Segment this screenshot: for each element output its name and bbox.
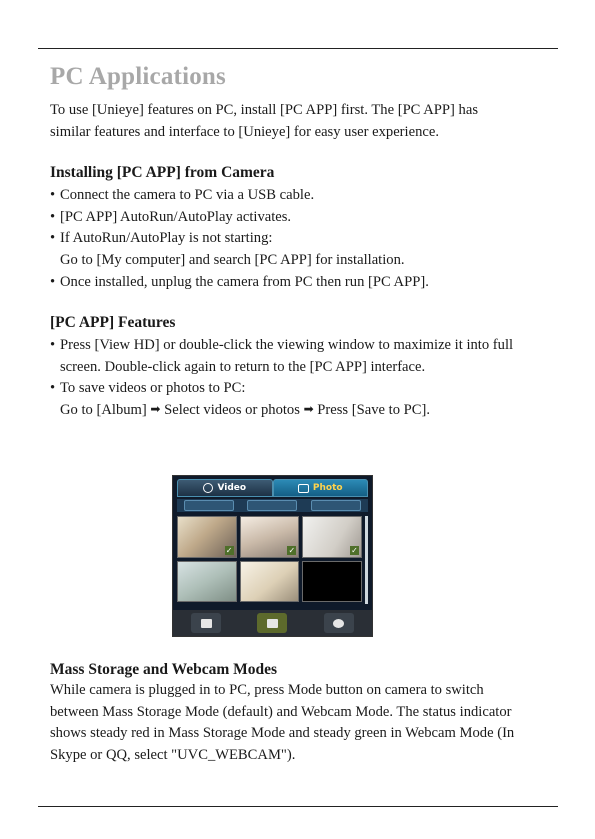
modes-heading: Mass Storage and Webcam Modes <box>50 661 278 678</box>
scrollbar <box>365 516 368 604</box>
top-rule <box>38 48 558 49</box>
view-icon <box>201 619 212 628</box>
empty-thumbnail <box>302 561 362 603</box>
list-item: • Press [View HD] or double-click the viewing window to maximize it into full screen. Double-click again to return to the [PC APP] interface. <box>50 335 520 378</box>
page-title: PC Applications <box>50 63 226 90</box>
save-to-pc-button <box>311 500 361 511</box>
list-item: • Connect the camera to PC via a USB cable. <box>50 185 520 207</box>
step-select: Select videos or photos <box>164 401 300 418</box>
bottom-rule <box>38 806 558 807</box>
screenshot-tabs <box>177 479 368 497</box>
install-sub-line: Go to [My computer] and search [PC APP] for installation. <box>60 251 405 268</box>
tab-video <box>177 479 273 497</box>
screenshot-bottom-nav <box>173 610 372 636</box>
check-icon: ✓ <box>288 545 296 555</box>
tab-video-label: Video <box>217 483 247 493</box>
check-icon: ✓ <box>225 545 233 555</box>
install-heading: Installing [PC APP] from Camera <box>50 164 275 182</box>
video-icon <box>203 483 213 493</box>
photo-thumbnail <box>177 516 237 558</box>
features-section <box>50 313 520 421</box>
list-item: • Once installed, unplug the camera from PC then run [PC APP]. <box>50 272 520 294</box>
tab-photo <box>273 479 369 497</box>
modes-paragraph: While camera is plugged in to PC, press Mode button on camera to switch between Mass Storage Mode (default) and Webcam Mode. The status indicator shows steady red in Mass Storage Mode and steady green in Webcam Mode (In Skype or QQ, select "UVC_WEBCAM"). <box>50 682 515 763</box>
view-button <box>191 613 221 633</box>
photo-thumbnail <box>177 561 237 603</box>
arrow-right-icon: ➡ <box>150 401 161 416</box>
step-album: Go to [Album] <box>60 401 147 418</box>
install-section <box>50 163 520 293</box>
page-content <box>50 60 520 422</box>
install-list <box>50 185 520 293</box>
features-heading: [PC APP] Features <box>50 314 176 332</box>
delete-button <box>247 500 297 511</box>
save-steps <box>60 400 520 422</box>
check-icon: ✓ <box>351 545 358 555</box>
photo-icon <box>298 484 309 493</box>
settings-button <box>324 613 354 633</box>
photo-thumbnail <box>240 516 300 558</box>
screenshot-action-bar <box>177 499 368 512</box>
album-button <box>257 613 287 633</box>
list-item <box>50 378 520 421</box>
app-screenshot <box>172 475 373 637</box>
list-item-text: If AutoRun/AutoPlay is not starting: <box>60 230 273 247</box>
thumbnail-grid <box>177 516 362 602</box>
photo-thumbnail <box>240 561 300 603</box>
features-list <box>50 335 520 421</box>
photo-thumbnail <box>302 516 362 558</box>
intro-paragraph: To use [Unieye] features on PC, install [PC APP] first. The [PC APP] has similar features and interface to [Unieye] for easy user experience. <box>50 102 478 140</box>
modes-section <box>50 660 520 766</box>
list-item: • [PC APP] AutoRun/AutoPlay activates. <box>50 207 520 229</box>
gear-icon <box>333 619 344 628</box>
list-item-text: To save videos or photos to PC: <box>60 380 246 397</box>
arrow-right-icon: ➡ <box>303 401 314 416</box>
step-save: Press [Save to PC]. <box>317 401 430 418</box>
album-icon <box>267 619 278 628</box>
tab-photo-label: Photo <box>312 483 343 493</box>
list-item <box>50 228 520 271</box>
download-button <box>184 500 234 511</box>
